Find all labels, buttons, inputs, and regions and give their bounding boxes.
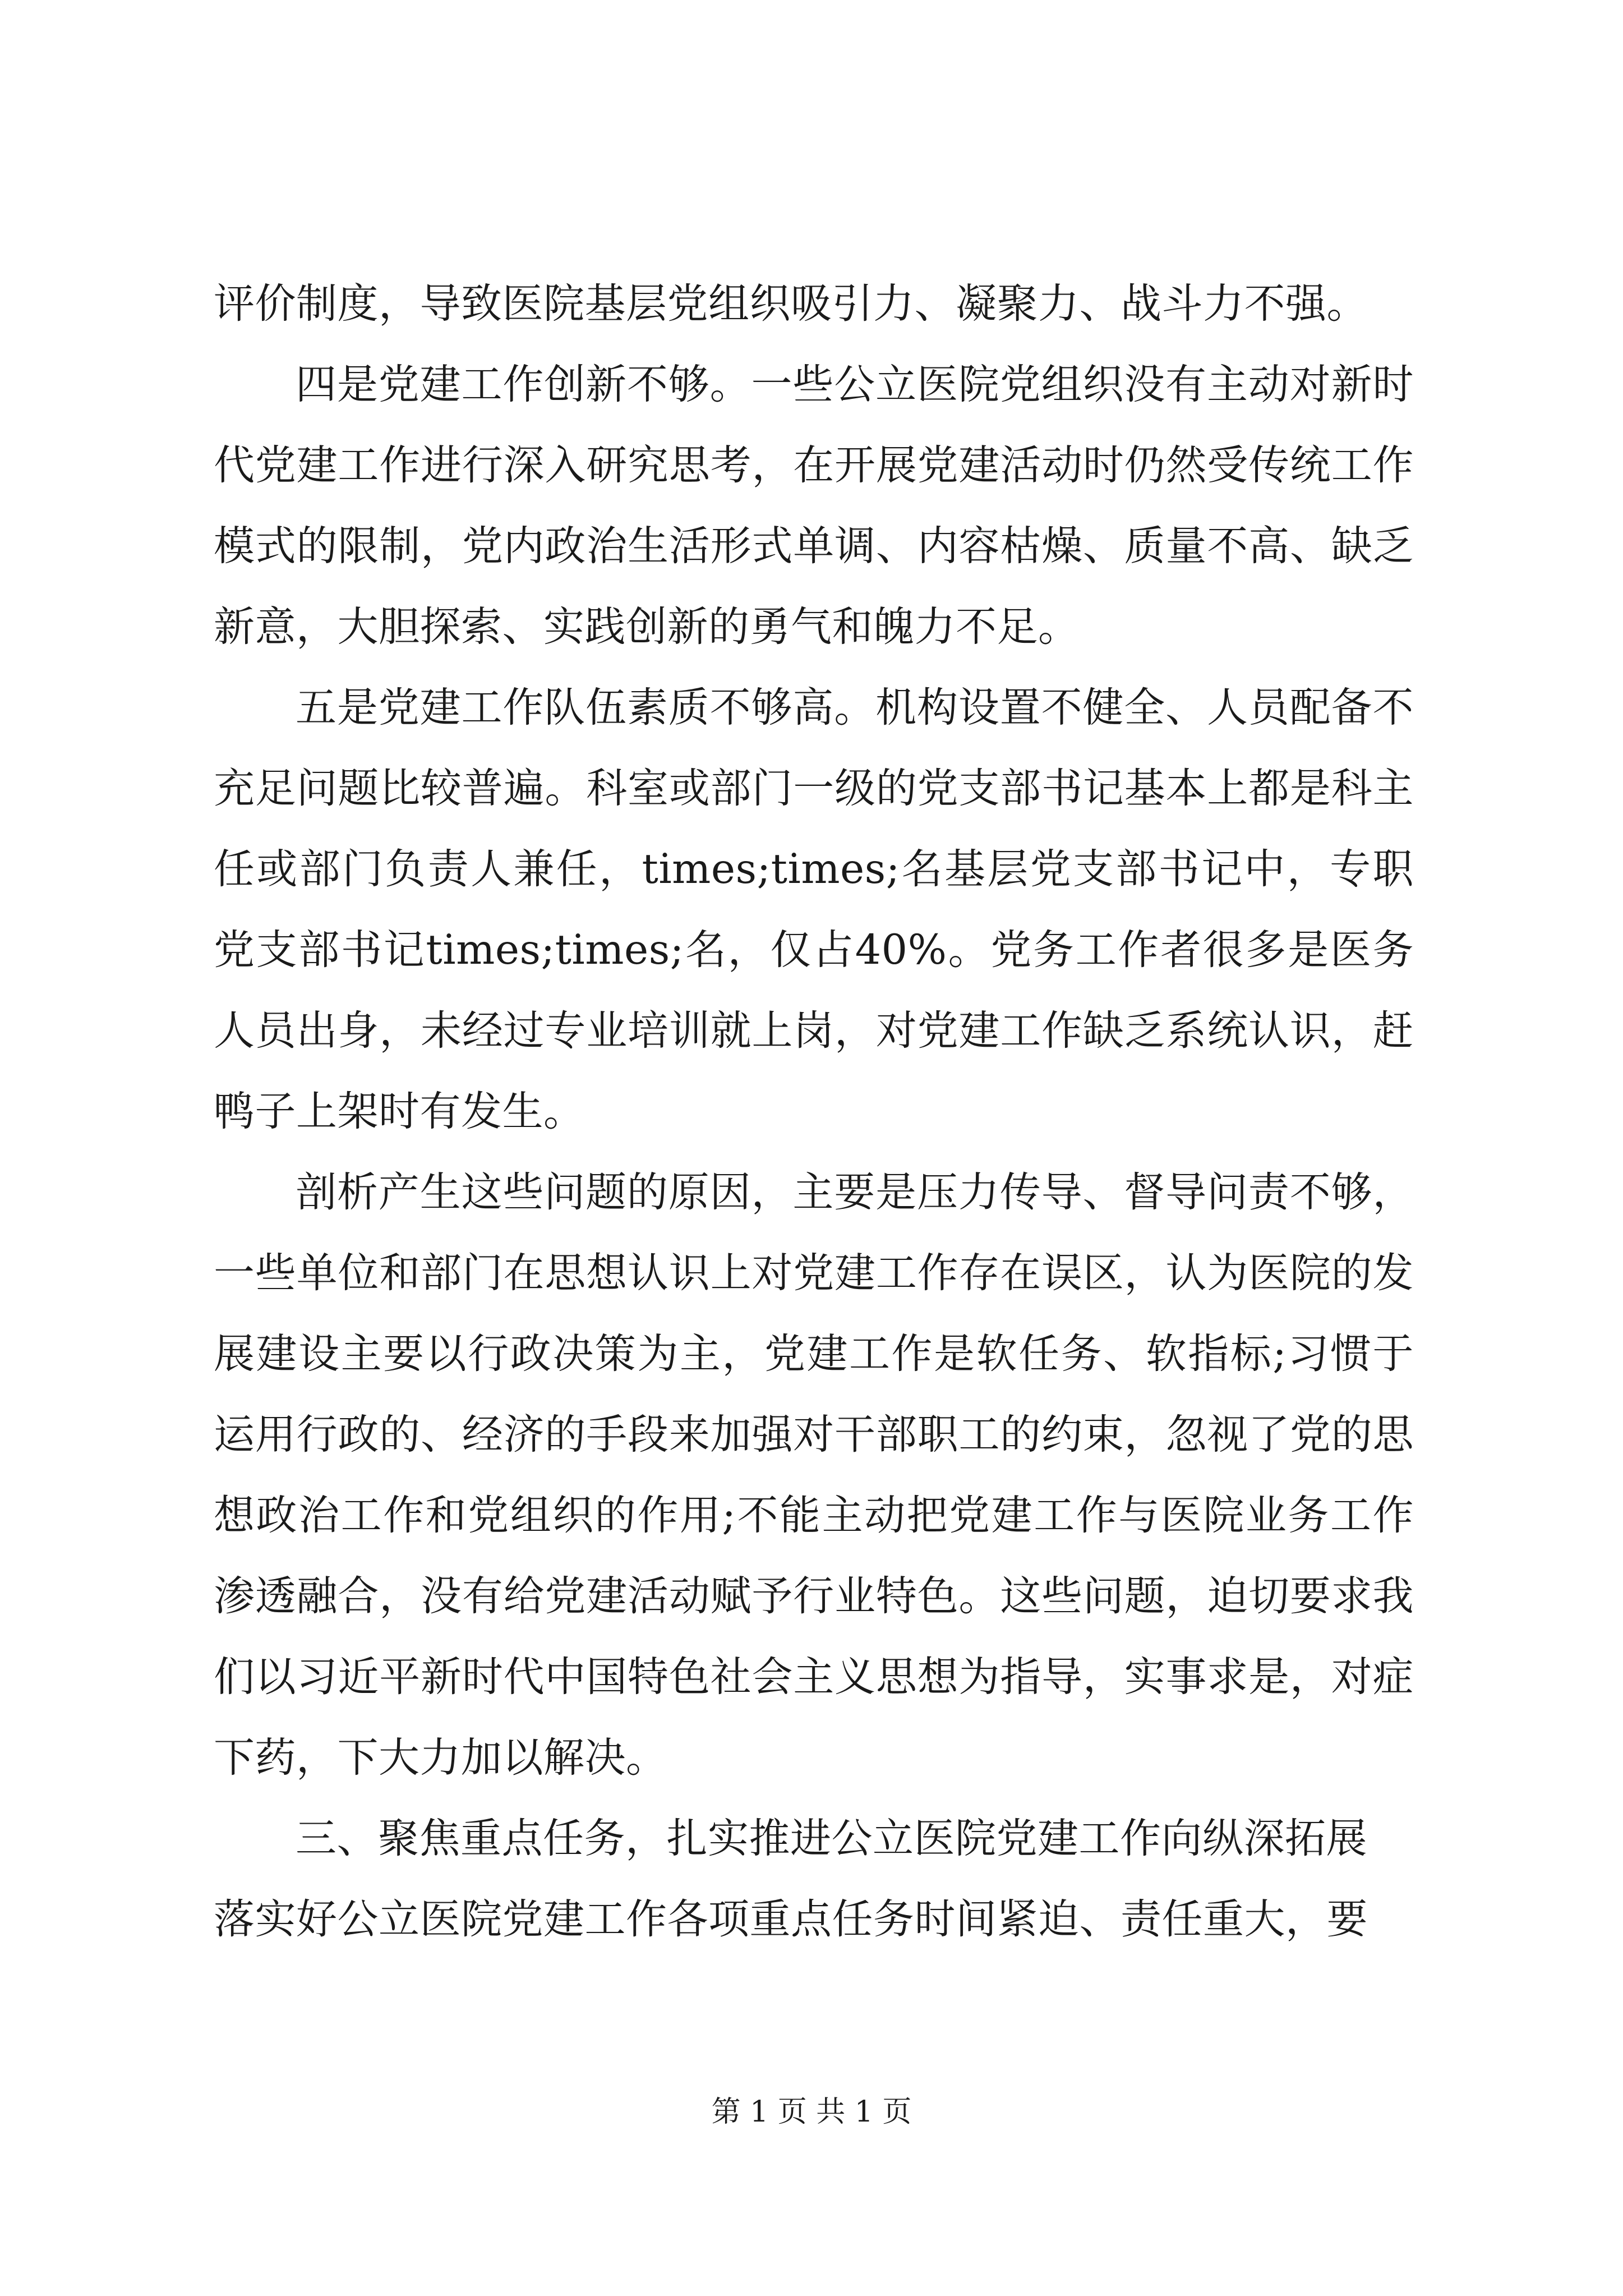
paragraph-2: 四是党建工作创新不够。一些公立医院党组织没有主动对新时代党建工作进行深入研究思考，在开展党建活动时仍然受传统工作模式的限制，党内政治生活形式单调、内容枯燥、质量不高、缺乏新意，大胆探索、实践创新的勇气和魄力不足。 [214, 361, 1414, 651]
paragraph-3: 五是党建工作队伍素质不够高。机构设置不健全、人员配备不充足问题比较普遍。科室或部门一级的党支部书记基本上都是科主任或部门负责人兼任，times;times;名基层党支部书记中，专职党支部书记times;times;名，仅占40%。党务工作者很多是医务人员出身，未经过专业培训就上岗，对党建工作缺乏系统认识，赶鸭子上架时有发生。 [214, 684, 1414, 1135]
section-heading: 三、聚焦重点任务，扎实推进公立医院党建工作向纵深拓展 [296, 1815, 1367, 1862]
paragraph-4: 剖析产生这些问题的原因，主要是压力传导、督导问责不够，一些单位和部门在思想认识上对党建工作存在误区，认为医院的发展建设主要以行政决策为主，党建工作是软任务、软指标;习惯于运用行政的、经济的手段来加强对干部职工的约束，忽视了党的思想政治工作和党组织的作用;不能主动把党建工作与医院业务工作渗透融合，没有给党建活动赋予行业特色。这些问题，迫切要求我们以习近平新时代中国特色社会主义思想为指导，实事求是，对症下药，下大力加以解决。 [214, 1168, 1414, 1782]
paragraph-1: 评价制度，导致医院基层党组织吸引力、凝聚力、战斗力不强。 [214, 280, 1368, 328]
document-body [214, 264, 1414, 1960]
paragraph-5: 落实好公立医院党建工作各项重点任务时间紧迫、责任重大，要 [214, 1895, 1368, 1943]
page-footer: 第 1 页 共 1 页 [711, 2095, 912, 2129]
